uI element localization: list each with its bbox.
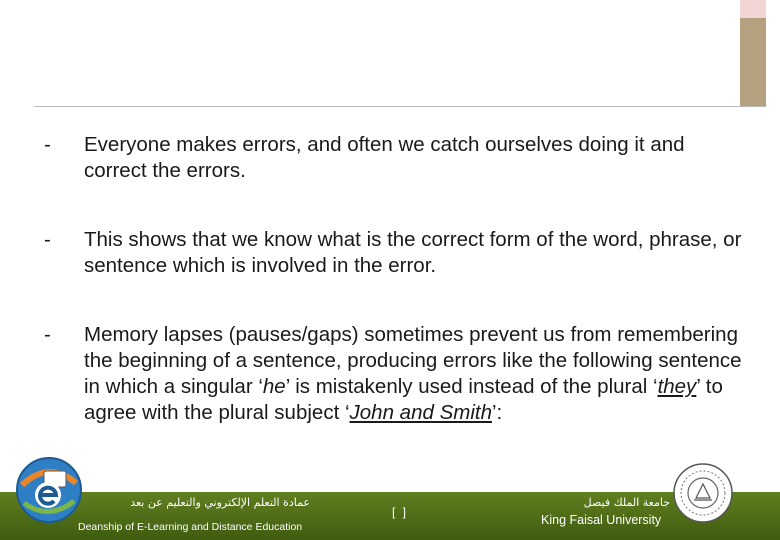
bullet-text: Everyone makes errors, and often we catch ourselves doing it and correct the errors. bbox=[84, 133, 685, 182]
example-word-they: they bbox=[657, 375, 697, 398]
bullet-item-2 bbox=[44, 227, 744, 279]
header-divider bbox=[34, 106, 766, 107]
bullet-text-part: Memory lapses (pauses/gaps) sometimes prevent us from remembering the beginning of a sentence, producing errors like the following sentence in which a singular ‘ bbox=[84, 323, 742, 398]
page-number: [ ] bbox=[392, 505, 409, 519]
bullet-text bbox=[84, 322, 744, 426]
bullet-dash: - bbox=[44, 323, 51, 346]
university-english: King Faisal University bbox=[541, 513, 662, 527]
footer-bar bbox=[0, 492, 780, 540]
bullet-text-part: ’ to agree with the plural subject ‘ bbox=[84, 375, 723, 424]
university-arabic: جامعة الملك فيصل bbox=[583, 496, 670, 509]
bullet-dash: - bbox=[44, 133, 51, 156]
university-seal-icon bbox=[672, 462, 734, 524]
deanship-arabic: عمادة التعلم الإلكتروني والتعليم عن بعد bbox=[130, 496, 310, 509]
example-word-he: he bbox=[262, 375, 286, 398]
bullet-item-3 bbox=[44, 322, 744, 426]
bullet-dash: - bbox=[44, 228, 51, 251]
bullet-item-1 bbox=[44, 132, 744, 184]
bullet-text-part: ’ is mistakenly used instead of the plural ‘ bbox=[285, 375, 658, 398]
e-learning-logo-icon bbox=[14, 455, 84, 525]
example-subject: John and Smith bbox=[349, 401, 492, 424]
bullet-text: This shows that we know what is the correct form of the word, phrase, or sentence which is involved in the error. bbox=[84, 228, 742, 277]
bullet-text-part: ’: bbox=[491, 401, 503, 424]
accent-square bbox=[740, 0, 766, 18]
deanship-english: Deanship of E-Learning and Distance Education bbox=[78, 521, 303, 533]
